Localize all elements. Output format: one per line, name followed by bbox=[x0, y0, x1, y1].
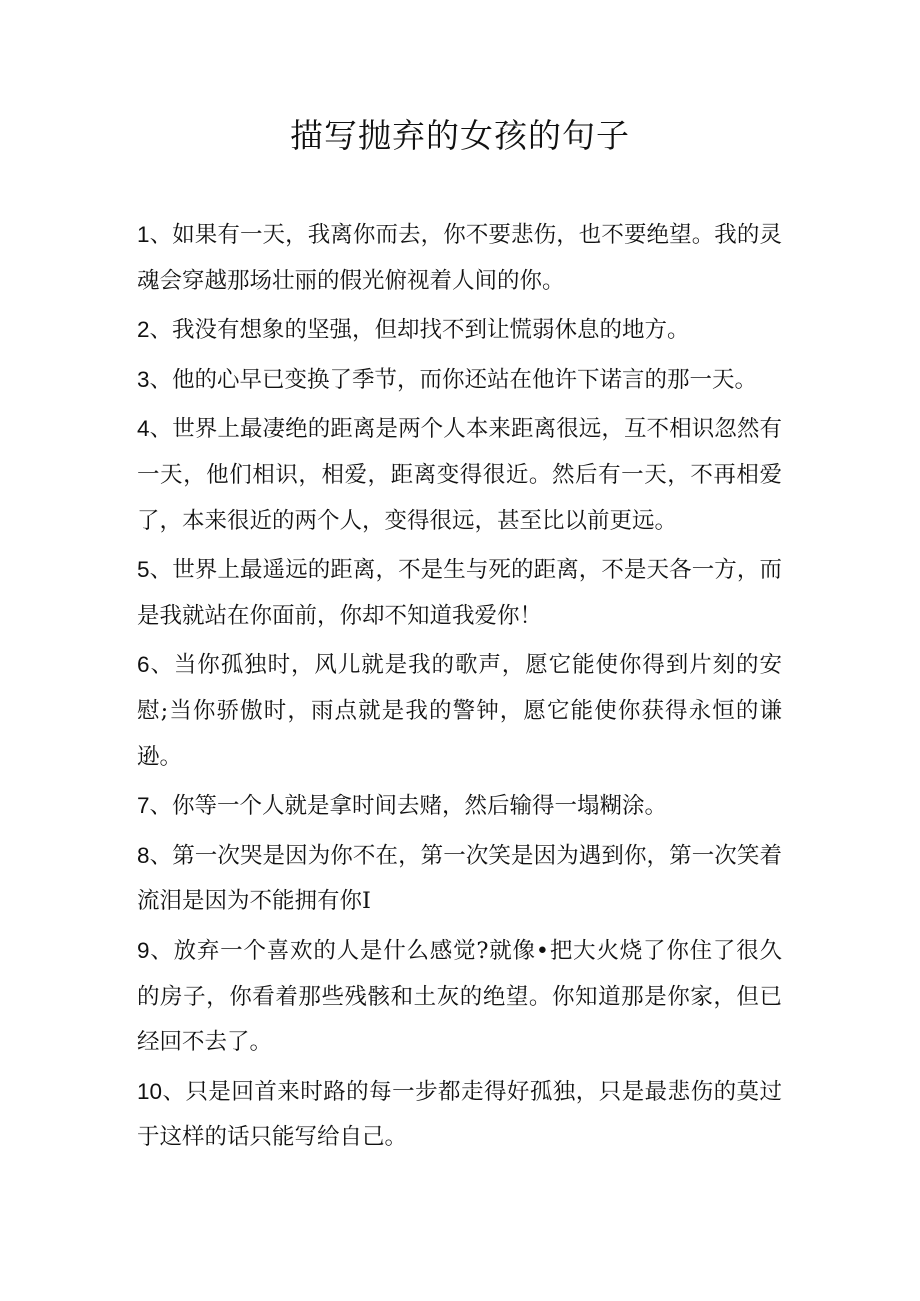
item-number: 5 bbox=[137, 557, 150, 583]
list-item bbox=[137, 833, 782, 925]
item-text: 、当你孤独时，风儿就是我的歌声，愿它能使你得到片刻的安慰;当你骄傲时，雨点就是我的警钟，愿它能使你获得永恒的谦逊。 bbox=[137, 652, 782, 770]
document-title: 描写抛弃的女孩的句子 bbox=[290, 116, 630, 155]
item-number: 10 bbox=[137, 1078, 163, 1104]
item-number: 7 bbox=[137, 793, 150, 819]
item-text: 、放弃一个喜欢的人是什么感觉?就像•把大火烧了你住了很久的房子，你看着那些残骸和土灰的绝望。你知道那是你家，但已经回不去了。 bbox=[137, 937, 782, 1056]
item-text: 、世界上最凄绝的距离是两个人本来距离很远，互不相识忽然有一天，他们相识，相爱，距离变得很近。然后有一天，不再相爱了，本来很近的两个人，变得很远，甚至比以前更远。 bbox=[137, 416, 782, 534]
list-item bbox=[137, 1069, 782, 1161]
item-text: 、如果有一天，我离你而去，你不要悲伤，也不要绝望。我的灵魂会穿越那场壮丽的假光俯视着人间的你。 bbox=[137, 222, 782, 294]
item-number: 2 bbox=[137, 317, 150, 343]
list-item bbox=[137, 357, 782, 404]
item-number: 8 bbox=[137, 842, 150, 868]
item-text: 、世界上最遥远的距离，不是生与死的距离，不是天各一方，而是我就站在你面前，你却不知道我爱你！ bbox=[137, 557, 782, 629]
item-text: 、第一次哭是因为你不在，第一次笑是因为遇到你，第一次笑着流泪是因为不能拥有你I bbox=[137, 842, 782, 915]
list-item bbox=[137, 547, 782, 639]
item-text: 、你等一个人就是拿时间去赌，然后输得一塌糊涂。 bbox=[149, 793, 668, 820]
list-item bbox=[137, 642, 782, 780]
list-item bbox=[137, 406, 782, 544]
list-item bbox=[137, 928, 782, 1066]
list-item bbox=[137, 783, 782, 830]
item-number: 9 bbox=[137, 937, 150, 963]
list-item bbox=[137, 212, 782, 304]
item-number: 6 bbox=[137, 652, 150, 678]
item-text: 、只是回首来时路的每一步都走得好孤独，只是最悲伤的莫过于这样的话只能写给自己。 bbox=[137, 1078, 782, 1151]
item-number: 4 bbox=[137, 416, 150, 442]
list-item bbox=[137, 307, 782, 354]
document-body bbox=[137, 212, 782, 1164]
item-number: 1 bbox=[137, 222, 150, 247]
item-text: 、我没有想象的坚强，但却找不到让慌弱休息的地方。 bbox=[149, 317, 690, 344]
item-number: 3 bbox=[137, 366, 150, 392]
item-text: 、他的心早已变换了季节，而你还站在他许下诺言的那一天。 bbox=[149, 366, 758, 393]
